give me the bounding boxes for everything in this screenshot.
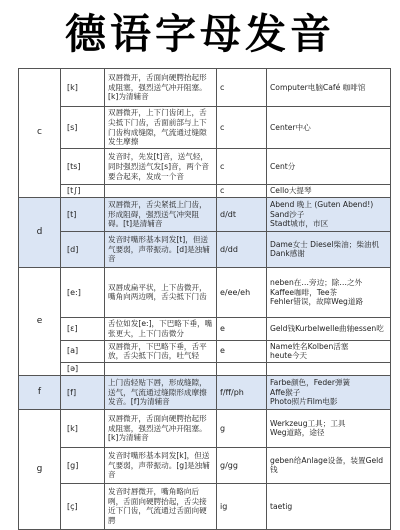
spelling-cell: c — [217, 107, 267, 149]
description-cell: 双唇微开，上下门齿闭上，舌尖抵下门齿，舌面前部与上下门齿构成缝隙，气流通过缝隙发生摩擦 — [105, 107, 217, 149]
spelling-cell: g/gg — [217, 447, 267, 483]
example-cell: Werkzeug工具；工具 Weg道路，途径 — [267, 409, 391, 447]
description-cell: 双唇微开，舌尖紧抵上门齿，形成阻碍，强烈送气冲突阻碍。[t]是清辅音 — [105, 197, 217, 231]
ipa-cell: [ç] — [61, 483, 105, 529]
spelling-cell — [217, 363, 267, 376]
description-cell: 发音时嘴形基本同发[t]，但送气要弱，声带振动。[d]是浊辅音 — [105, 231, 217, 267]
letter-cell: g — [19, 409, 61, 529]
description-cell: 发音时唇微开，嘴角略向后咧，舌面向硬腭抬起，舌尖接近下门齿，气流通过舌面向硬腭 — [105, 483, 217, 529]
table-row — [19, 340, 391, 363]
table-row — [19, 231, 391, 267]
description-cell: 发音时，先发[t]音，送气轻，同时强烈送气发[s]音，两个音要合起来，发成一个音 — [105, 149, 217, 185]
ipa-cell: [f] — [61, 375, 105, 409]
description-cell: 双唇微开，下巴略下垂，舌平放，舌尖抵下门齿，吐气轻 — [105, 340, 217, 363]
ipa-cell: [ts] — [61, 149, 105, 185]
letter-cell: f — [19, 375, 61, 409]
table-row — [19, 375, 391, 409]
ipa-cell: [a] — [61, 340, 105, 363]
example-cell: geben给Anlage设备，装置Geld钱 — [267, 447, 391, 483]
spelling-cell: c — [217, 69, 267, 107]
example-cell: Center中心 — [267, 107, 391, 149]
example-cell: Computer电脑Café 咖啡馆 — [267, 69, 391, 107]
description-cell: 发音时嘴形基本同发[k]，但送气要弱，声带振动。[g]是浊辅音 — [105, 447, 217, 483]
letter-cell: d — [19, 197, 61, 267]
letter-cell: c — [19, 69, 61, 198]
description-cell — [105, 185, 217, 198]
table-row — [19, 363, 391, 376]
ipa-cell: [s] — [61, 107, 105, 149]
spelling-cell: d/dd — [217, 231, 267, 267]
example-cell: Dame女士 Diesel柴油；柴油机 Dank感谢 — [267, 231, 391, 267]
example-cell: taetig — [267, 483, 391, 529]
description-cell: 双唇微开，舌面向硬腭抬起形成阻塞，强烈送气冲开阻塞。[k]为清辅音 — [105, 409, 217, 447]
ipa-cell: [g] — [61, 447, 105, 483]
letter-cell: e — [19, 267, 61, 375]
example-cell: Cent分 — [267, 149, 391, 185]
spelling-cell: f/ff/ph — [217, 375, 267, 409]
example-cell — [267, 363, 391, 376]
spelling-cell: g — [217, 409, 267, 447]
spelling-cell: e — [217, 317, 267, 340]
ipa-cell: [e:] — [61, 267, 105, 317]
description-cell: 上门齿轻贴下唇，形成缝隙，送气，气流通过缝隙形成摩擦发音。[f]为清辅音 — [105, 375, 217, 409]
spelling-cell: ig — [217, 483, 267, 529]
table-row — [19, 317, 391, 340]
example-cell: Name姓名Kolben活塞 heute今天 — [267, 340, 391, 363]
spelling-cell: e — [217, 340, 267, 363]
ipa-cell: [t∫] — [61, 185, 105, 198]
ipa-cell: [ε] — [61, 317, 105, 340]
ipa-cell: [k] — [61, 409, 105, 447]
description-cell: 双唇微开，舌面向硬腭抬起形成阻塞，强烈送气冲开阻塞。[k]为清辅音 — [105, 69, 217, 107]
spelling-cell: c — [217, 185, 267, 198]
example-cell: Cello大提琴 — [267, 185, 391, 198]
example-cell: neben在…旁边；除…之外 Kaffee咖啡，Tee茶 Fehler错误，故障Weg道路 — [267, 267, 391, 317]
description-cell — [105, 363, 217, 376]
table-row — [19, 69, 391, 107]
spelling-cell: c — [217, 149, 267, 185]
example-cell: Abend 晚上 (Guten Abend!) Sand沙子 Stadt城市，市区 — [267, 197, 391, 231]
ipa-cell: [t] — [61, 197, 105, 231]
table-row — [19, 185, 391, 198]
spelling-cell: e/ee/eh — [217, 267, 267, 317]
table-row — [19, 197, 391, 231]
ipa-cell: [d] — [61, 231, 105, 267]
table-row — [19, 107, 391, 149]
table-row — [19, 447, 391, 483]
page-title: 德语字母发音 — [65, 10, 335, 58]
pronunciation-table-container — [18, 68, 390, 526]
example-cell: Farbe颜色，Feder弹簧 Affe猴子 Photo照片Film电影 — [267, 375, 391, 409]
pronunciation-table — [18, 68, 391, 530]
table-row — [19, 483, 391, 529]
description-cell: 双唇成扁平状，上下齿微开，嘴角向两边咧，舌尖抵下门齿 — [105, 267, 217, 317]
ipa-cell: [k] — [61, 69, 105, 107]
spelling-cell: d/dt — [217, 197, 267, 231]
ipa-cell: [ə] — [61, 363, 105, 376]
description-cell: 舌位如发[e:]，下巴略下垂，嘴张更大，上下门齿微分 — [105, 317, 217, 340]
example-cell: Geld钱Kurbelwelle曲轴essen吃 — [267, 317, 391, 340]
table-row — [19, 149, 391, 185]
table-row — [19, 267, 391, 317]
table-row — [19, 409, 391, 447]
